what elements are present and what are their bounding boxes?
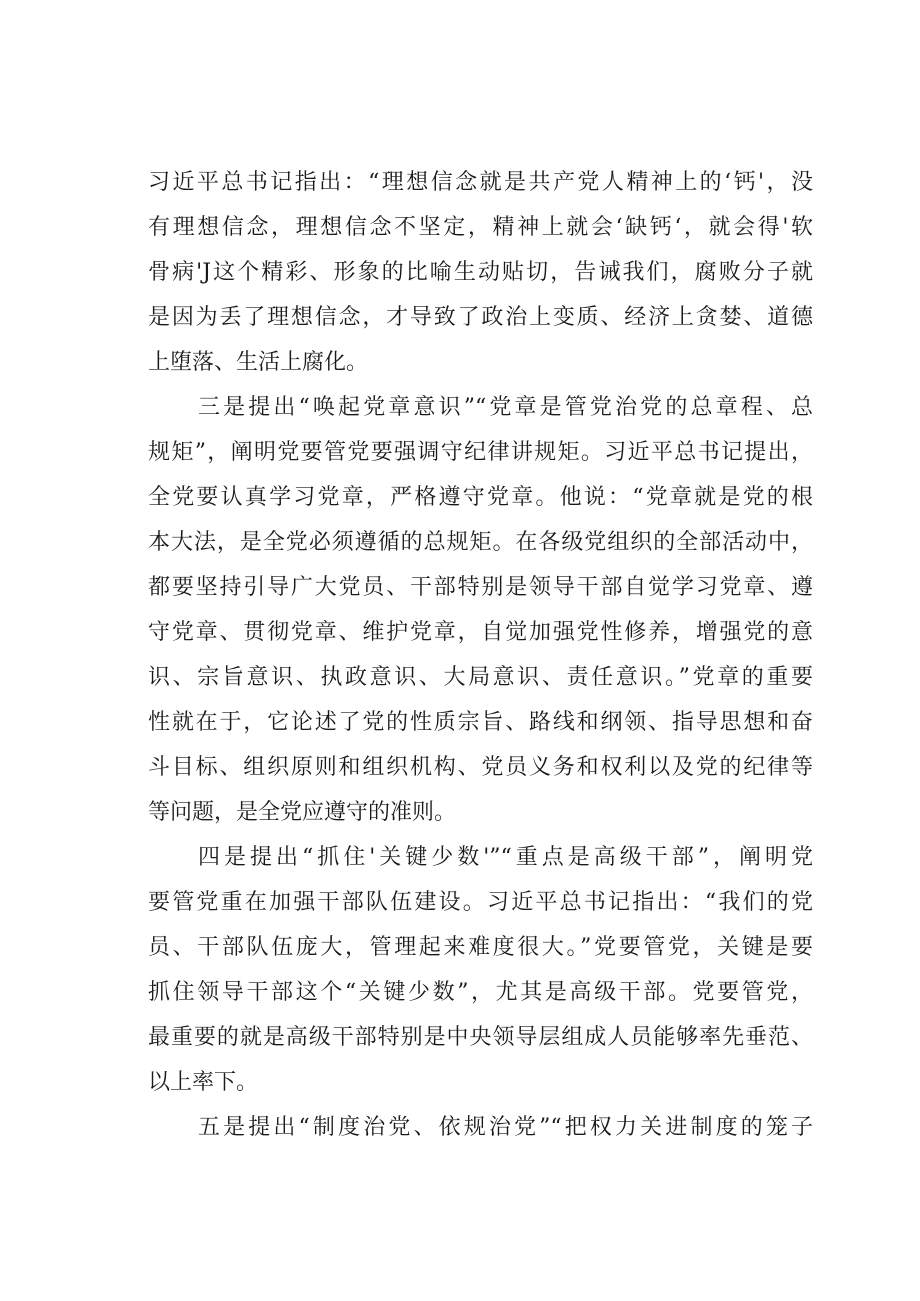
text-line: 上堕落、生活上腐化。 [148, 350, 369, 375]
text-line: 以上率下。 [148, 1070, 259, 1095]
text-line: 守党章、贯彻党章、维护党章，自觉加强党性修养，增强党的意 [148, 620, 813, 645]
text-line: 本大法，是全党必须遵循的总规矩。在各级党组织的全部活动中， [148, 530, 813, 555]
text-line: 规矩”，阐明党要管党要强调守纪律讲规矩。习近平总书记提出， [148, 440, 813, 465]
text-line: 斗目标、组织原则和组织机构、党员义务和权利以及党的纪律等 [148, 755, 813, 780]
text-line: 性就在于，它论述了党的性质宗旨、路线和纲领、指导思想和奋 [148, 710, 813, 735]
document-body [148, 160, 813, 1150]
text-line: 骨病'J这个精彩、形象的比喻生动贴切，告诫我们，腐败分子就 [148, 260, 813, 285]
text-line: 最重要的就是高级干部特别是中央领导层组成人员能够率先垂范、 [148, 1025, 813, 1050]
text-line: 五是提出“制度治党、依规治党”“把权力关进制度的笼子 [198, 1115, 813, 1140]
text-line: 要管党重在加强干部队伍建设。习近平总书记指出：“我们的党 [148, 890, 813, 915]
text-line: 员、干部队伍庞大，管理起来难度很大。”党要管党，关键是要 [148, 935, 813, 960]
text-line: 全党要认真学习党章，严格遵守党章。他说：“党章就是党的根 [148, 485, 813, 510]
text-line: 都要坚持引导广大党员、干部特别是领导干部自觉学习党章、遵 [148, 575, 813, 600]
text-line: 四是提出“抓住'关键少数'”“重点是高级干部”，阐明党 [198, 845, 813, 870]
text-line: 等问题，是全党应遵守的准则。 [148, 800, 457, 825]
text-line: 有理想信念，理想信念不坚定，精神上就会‘缺钙‘，就会得'软 [148, 215, 813, 240]
text-line: 识、宗旨意识、执政意识、大局意识、责任意识。”党章的重要 [148, 665, 813, 690]
text-line: 习近平总书记指出：“理想信念就是共产党人精神上的‘钙'，没 [148, 170, 813, 195]
text-line: 三是提出“唤起党章意识”“党章是管党治党的总章程、总 [198, 395, 813, 420]
text-line: 抓住领导干部这个“关键少数”，尤其是高级干部。党要管党， [148, 980, 813, 1005]
text-line: 是因为丢了理想信念，才导致了政治上变质、经济上贪婪、道德 [148, 305, 813, 330]
